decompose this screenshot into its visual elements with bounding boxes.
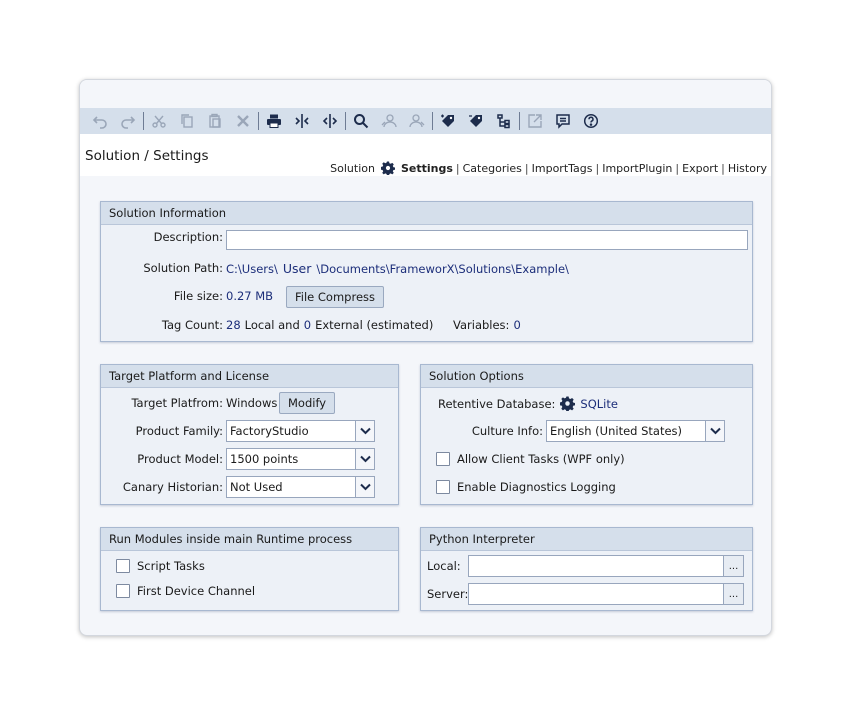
nav-separator: |: [524, 161, 529, 175]
variables-value: 0: [513, 318, 521, 332]
solution-path-label: Solution Path:: [143, 261, 223, 275]
solution-information-panel: [100, 201, 753, 342]
nav-export[interactable]: Export: [682, 161, 719, 175]
file-compress-button[interactable]: File Compress: [286, 286, 384, 308]
nav-categories[interactable]: Categories: [462, 161, 522, 175]
copy-icon[interactable]: [173, 110, 201, 132]
allow-client-tasks-label: Allow Client Tasks (WPF only): [457, 452, 625, 466]
culture-info-label: Culture Info:: [471, 424, 543, 438]
nav-history[interactable]: History: [727, 161, 767, 175]
panel-title: Solution Information: [101, 202, 752, 225]
toolbar: [80, 108, 771, 134]
redo-icon[interactable]: [114, 110, 142, 132]
description-input[interactable]: [226, 230, 748, 250]
nav-solution[interactable]: Solution: [330, 161, 375, 175]
modify-button[interactable]: Modify: [279, 392, 335, 414]
description-label: Description:: [153, 230, 223, 244]
solution-options-panel: [420, 364, 753, 505]
file-size-value: 0.27 MB: [226, 289, 274, 303]
breadcrumb-nav: [330, 161, 767, 175]
toolbar-separator: [345, 112, 346, 130]
solution-path-part2: \Documents\FrameworX\Solutions\Example\: [316, 261, 569, 276]
first-device-channel-checkbox[interactable]: [116, 584, 130, 598]
find-user-alt-icon[interactable]: [403, 110, 431, 132]
local-tag-count: 28: [226, 318, 241, 332]
delete-icon[interactable]: [229, 110, 257, 132]
undo-icon[interactable]: [86, 110, 114, 132]
solution-path-user: User: [282, 261, 312, 276]
nav-import-plugin[interactable]: ImportPlugin: [602, 161, 673, 175]
product-model-label: Product Model:: [137, 452, 223, 466]
variables-label: Variables:: [453, 318, 510, 332]
run-modules-panel: [100, 527, 399, 611]
title-strip: [80, 80, 771, 108]
external-link-icon[interactable]: [521, 110, 549, 132]
external-tag-count: 0: [303, 318, 312, 332]
product-model-select[interactable]: [226, 448, 375, 470]
canary-historian-value: Not Used: [230, 480, 283, 494]
search-icon[interactable]: [347, 110, 375, 132]
product-family-select[interactable]: [226, 420, 375, 442]
panel-title: Python Interpreter: [421, 528, 752, 551]
culture-info-value: English (United States): [550, 424, 683, 438]
script-tasks-label: Script Tasks: [137, 559, 205, 573]
python-interpreter-panel: [420, 527, 753, 611]
browse-button[interactable]: ...: [723, 584, 743, 604]
compare-alt-icon[interactable]: [316, 110, 344, 132]
nav-import-tags[interactable]: ImportTags: [531, 161, 593, 175]
comment-icon[interactable]: [549, 110, 577, 132]
nav-separator: |: [675, 161, 680, 175]
nav-separator: |: [455, 161, 460, 175]
retentive-database-value[interactable]: SQLite: [580, 396, 618, 411]
page-title: Solution / Settings: [85, 148, 209, 164]
nav-settings[interactable]: Settings: [400, 161, 453, 175]
tag-alt-icon[interactable]: [462, 110, 490, 132]
nav-separator: |: [595, 161, 600, 175]
chevron-down-icon[interactable]: [355, 421, 374, 441]
python-local-label: Local:: [427, 559, 461, 573]
panel-title: Target Platform and License: [101, 365, 398, 388]
gear-icon: [560, 396, 575, 411]
canary-historian-label: Canary Historian:: [122, 480, 223, 494]
script-tasks-checkbox[interactable]: [116, 559, 130, 573]
target-platform-panel: [100, 364, 399, 505]
tree-icon[interactable]: [490, 110, 518, 132]
browse-button[interactable]: ...: [723, 556, 743, 576]
settings-window: [79, 79, 772, 636]
target-platform-label: Target Platfrom:: [131, 396, 223, 410]
tag-icon[interactable]: [434, 110, 462, 132]
toolbar-separator: [143, 112, 144, 130]
file-size-label: File size:: [173, 289, 223, 303]
local-tag-text: Local and: [244, 318, 300, 332]
chevron-down-icon[interactable]: [705, 421, 724, 441]
product-family-value: FactoryStudio: [230, 424, 309, 438]
paste-icon[interactable]: [201, 110, 229, 132]
python-server-label: Server:: [427, 587, 469, 601]
canary-historian-select[interactable]: [226, 476, 375, 498]
python-local-input[interactable]: [468, 555, 744, 577]
enable-diagnostics-label: Enable Diagnostics Logging: [457, 480, 616, 494]
toolbar-separator: [258, 112, 259, 130]
retentive-database-label: Retentive Database:: [438, 396, 556, 411]
allow-client-tasks-checkbox[interactable]: [436, 452, 450, 466]
target-platform-value: Windows: [226, 396, 278, 410]
product-family-label: Product Family:: [135, 424, 223, 438]
nav-separator: |: [721, 161, 725, 175]
gear-icon: [381, 161, 395, 175]
product-model-value: 1500 points: [230, 452, 299, 466]
panel-title: Solution Options: [421, 365, 752, 388]
page-header: [80, 134, 771, 176]
print-icon[interactable]: [260, 110, 288, 132]
cut-icon[interactable]: [145, 110, 173, 132]
culture-info-select[interactable]: [546, 420, 725, 442]
compare-icon[interactable]: [288, 110, 316, 132]
panel-title: Run Modules inside main Runtime process: [101, 528, 398, 551]
solution-path-part1: C:\Users\: [226, 261, 278, 276]
find-user-icon[interactable]: [375, 110, 403, 132]
chevron-down-icon[interactable]: [355, 449, 374, 469]
external-tag-text: External (estimated): [315, 318, 434, 332]
python-server-input[interactable]: [468, 583, 744, 605]
toolbar-separator: [432, 112, 433, 130]
first-device-channel-label: First Device Channel: [137, 584, 256, 598]
chevron-down-icon[interactable]: [355, 477, 374, 497]
help-icon[interactable]: [577, 110, 605, 132]
toolbar-separator: [519, 112, 520, 130]
enable-diagnostics-checkbox[interactable]: [436, 480, 450, 494]
tag-count-label: Tag Count:: [161, 318, 223, 332]
